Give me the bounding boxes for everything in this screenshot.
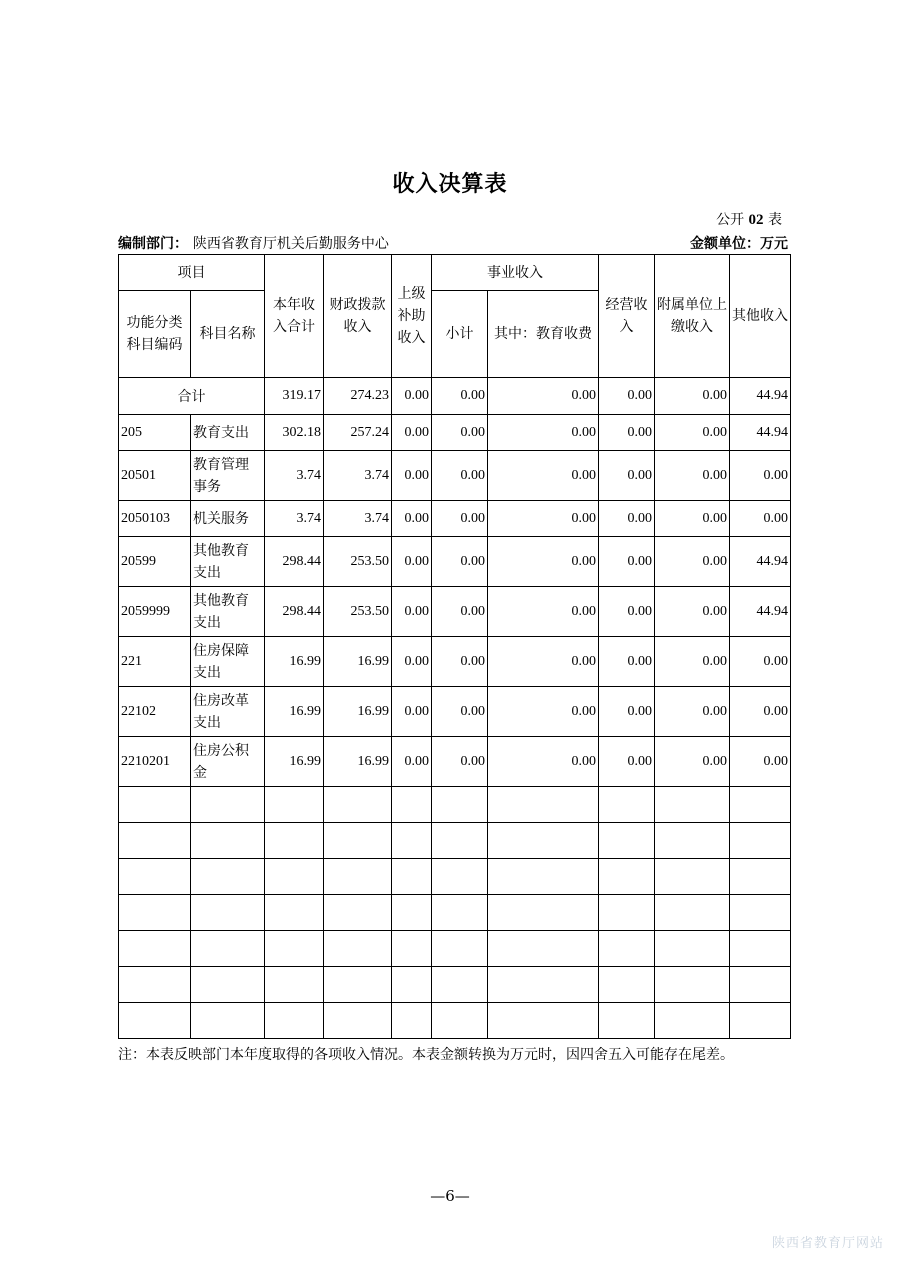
empty-cell — [488, 823, 599, 859]
row-value: 16.99 — [265, 687, 324, 737]
row-value: 0.00 — [655, 637, 730, 687]
row-value: 0.00 — [488, 501, 599, 537]
row-value: 0.00 — [488, 637, 599, 687]
row-code: 2059999 — [119, 587, 191, 637]
row-value: 0.00 — [432, 637, 488, 687]
empty-cell — [599, 859, 655, 895]
empty-cell — [432, 967, 488, 1003]
empty-cell — [432, 787, 488, 823]
row-value: 253.50 — [324, 587, 392, 637]
empty-cell — [488, 787, 599, 823]
empty-cell — [599, 1003, 655, 1039]
row-code: 20599 — [119, 537, 191, 587]
empty-cell — [599, 967, 655, 1003]
amount-unit: 金额单位：万元 — [690, 236, 788, 252]
row-value: 0.00 — [730, 501, 791, 537]
income-table — [118, 254, 791, 1039]
row-value: 44.94 — [730, 587, 791, 637]
empty-cell — [265, 931, 324, 967]
row-value: 0.00 — [599, 687, 655, 737]
site-watermark: 陕西省教育厅网站 — [771, 1236, 884, 1251]
header-affiliated: 附属单位上缴收入 — [655, 255, 730, 378]
empty-cell — [488, 967, 599, 1003]
row-name: 其他教育支出 — [191, 587, 265, 637]
empty-cell — [119, 787, 191, 823]
row-code: 22102 — [119, 687, 191, 737]
row-value: 0.00 — [432, 587, 488, 637]
empty-cell — [392, 1003, 432, 1039]
empty-cell — [599, 787, 655, 823]
empty-cell — [655, 967, 730, 1003]
row-value: 0.00 — [599, 451, 655, 501]
row-value: 0.00 — [432, 501, 488, 537]
row-value: 298.44 — [265, 537, 324, 587]
empty-cell — [599, 931, 655, 967]
empty-cell — [265, 967, 324, 1003]
row-name: 教育管理事务 — [191, 451, 265, 501]
empty-cell — [191, 859, 265, 895]
empty-cell — [599, 895, 655, 931]
empty-cell — [191, 895, 265, 931]
empty-row — [119, 823, 791, 859]
total-cell: 0.00 — [599, 378, 655, 415]
table-body — [119, 378, 791, 1039]
row-value: 0.00 — [392, 415, 432, 451]
header-project: 项目 — [119, 255, 265, 291]
department — [118, 233, 389, 253]
empty-cell — [265, 787, 324, 823]
row-value: 16.99 — [324, 687, 392, 737]
empty-cell — [655, 859, 730, 895]
empty-cell — [324, 1003, 392, 1039]
empty-cell — [119, 931, 191, 967]
empty-cell — [191, 1003, 265, 1039]
empty-cell — [655, 931, 730, 967]
row-value: 0.00 — [730, 637, 791, 687]
row-value: 253.50 — [324, 537, 392, 587]
row-value: 0.00 — [599, 637, 655, 687]
row-value: 0.00 — [392, 637, 432, 687]
empty-cell — [191, 823, 265, 859]
row-value: 16.99 — [265, 637, 324, 687]
row-code: 2050103 — [119, 501, 191, 537]
total-cell: 319.17 — [265, 378, 324, 415]
row-value: 0.00 — [655, 501, 730, 537]
empty-cell — [488, 895, 599, 931]
row-value: 0.00 — [392, 451, 432, 501]
row-value: 3.74 — [265, 501, 324, 537]
header-other: 其他收入 — [730, 255, 791, 378]
empty-row — [119, 895, 791, 931]
table-row — [119, 537, 791, 587]
empty-cell — [392, 787, 432, 823]
header-code: 功能分类科目编码 — [119, 291, 191, 378]
header-name: 科目名称 — [191, 291, 265, 378]
empty-cell — [599, 823, 655, 859]
empty-cell — [324, 823, 392, 859]
row-name: 住房保障支出 — [191, 637, 265, 687]
row-value: 44.94 — [730, 537, 791, 587]
row-value: 0.00 — [432, 415, 488, 451]
form-number-value: 02 — [748, 212, 764, 228]
empty-cell — [392, 895, 432, 931]
row-value: 0.00 — [432, 451, 488, 501]
row-value: 44.94 — [730, 415, 791, 451]
row-value: 0.00 — [488, 415, 599, 451]
empty-cell — [392, 967, 432, 1003]
row-value: 0.00 — [655, 587, 730, 637]
table-row — [119, 687, 791, 737]
empty-cell — [324, 787, 392, 823]
table-row — [119, 637, 791, 687]
row-value: 0.00 — [432, 537, 488, 587]
header-subtotal: 小计 — [432, 291, 488, 378]
row-value: 3.74 — [324, 451, 392, 501]
row-value: 0.00 — [432, 687, 488, 737]
row-value: 16.99 — [324, 737, 392, 787]
empty-cell — [119, 1003, 191, 1039]
empty-row — [119, 787, 791, 823]
row-value: 0.00 — [655, 737, 730, 787]
empty-cell — [324, 931, 392, 967]
row-code: 20501 — [119, 451, 191, 501]
empty-cell — [191, 787, 265, 823]
empty-row — [119, 931, 791, 967]
row-value: 0.00 — [730, 451, 791, 501]
row-value: 0.00 — [488, 687, 599, 737]
row-value: 0.00 — [432, 737, 488, 787]
empty-cell — [730, 823, 791, 859]
total-row — [119, 378, 791, 415]
empty-row — [119, 1003, 791, 1039]
row-value: 3.74 — [265, 451, 324, 501]
total-cell: 0.00 — [488, 378, 599, 415]
row-value: 298.44 — [265, 587, 324, 637]
empty-cell — [655, 787, 730, 823]
empty-row — [119, 967, 791, 1003]
empty-cell — [730, 967, 791, 1003]
empty-cell — [655, 1003, 730, 1039]
empty-cell — [324, 895, 392, 931]
form-number-suffix: 表 — [768, 212, 782, 228]
empty-cell — [265, 823, 324, 859]
empty-cell — [488, 931, 599, 967]
row-value: 16.99 — [324, 637, 392, 687]
empty-cell — [324, 967, 392, 1003]
empty-cell — [730, 859, 791, 895]
row-value: 0.00 — [655, 537, 730, 587]
empty-cell — [488, 1003, 599, 1039]
empty-cell — [392, 931, 432, 967]
empty-cell — [392, 823, 432, 859]
empty-cell — [265, 895, 324, 931]
row-value: 0.00 — [730, 737, 791, 787]
empty-cell — [730, 787, 791, 823]
row-value: 0.00 — [392, 737, 432, 787]
empty-cell — [119, 895, 191, 931]
form-number-prefix: 公开 — [716, 212, 745, 228]
table-row — [119, 587, 791, 637]
row-value: 0.00 — [599, 737, 655, 787]
total-cell: 44.94 — [730, 378, 791, 415]
empty-cell — [119, 967, 191, 1003]
row-value: 0.00 — [488, 587, 599, 637]
row-value: 16.99 — [265, 737, 324, 787]
total-cell: 0.00 — [392, 378, 432, 415]
empty-cell — [324, 859, 392, 895]
total-cell: 0.00 — [432, 378, 488, 415]
row-code: 205 — [119, 415, 191, 451]
header-operating: 经营收入 — [599, 255, 655, 378]
table-row — [119, 501, 791, 537]
row-code: 2210201 — [119, 737, 191, 787]
page-number: —6— — [430, 1187, 470, 1205]
row-value: 0.00 — [655, 451, 730, 501]
empty-row — [119, 859, 791, 895]
empty-cell — [119, 823, 191, 859]
empty-cell — [730, 895, 791, 931]
table-row — [119, 415, 791, 451]
row-value: 0.00 — [599, 501, 655, 537]
table-row — [119, 737, 791, 787]
empty-cell — [730, 931, 791, 967]
empty-cell — [432, 823, 488, 859]
row-value: 0.00 — [488, 737, 599, 787]
empty-cell — [432, 859, 488, 895]
row-value: 302.18 — [265, 415, 324, 451]
table-row — [119, 451, 791, 501]
form-number — [716, 209, 782, 229]
total-cell: 0.00 — [655, 378, 730, 415]
row-value: 0.00 — [392, 587, 432, 637]
empty-cell — [119, 859, 191, 895]
empty-cell — [392, 859, 432, 895]
row-value: 0.00 — [655, 687, 730, 737]
empty-cell — [730, 1003, 791, 1039]
row-value: 0.00 — [488, 451, 599, 501]
row-value: 3.74 — [324, 501, 392, 537]
row-value: 0.00 — [655, 415, 730, 451]
department-value: 陕西省教育厅机关后勤服务中心 — [192, 236, 389, 252]
page-title: 收入决算表 — [392, 172, 508, 197]
row-value: 0.00 — [599, 537, 655, 587]
row-value: 0.00 — [488, 537, 599, 587]
empty-cell — [265, 859, 324, 895]
empty-cell — [655, 823, 730, 859]
row-value: 0.00 — [730, 687, 791, 737]
empty-cell — [655, 895, 730, 931]
header-upper: 上级补助收入 — [392, 255, 432, 378]
header-total: 本年收入合计 — [265, 255, 324, 378]
header-edu-fee: 其中：教育收费 — [488, 291, 599, 378]
row-name: 教育支出 — [191, 415, 265, 451]
empty-cell — [432, 1003, 488, 1039]
empty-cell — [432, 931, 488, 967]
empty-cell — [432, 895, 488, 931]
department-label: 编制部门： — [118, 236, 188, 252]
header-fiscal: 财政拨款收入 — [324, 255, 392, 378]
header-business: 事业收入 — [432, 255, 599, 291]
empty-cell — [488, 859, 599, 895]
empty-cell — [265, 1003, 324, 1039]
row-name: 其他教育支出 — [191, 537, 265, 587]
row-name: 住房公积金 — [191, 737, 265, 787]
row-value: 0.00 — [599, 587, 655, 637]
empty-cell — [191, 931, 265, 967]
row-value: 257.24 — [324, 415, 392, 451]
footnote: 注：本表反映部门本年度取得的各项收入情况。本表金额转换为万元时，因四舍五入可能存在尾差。 — [118, 1047, 734, 1063]
row-value: 0.00 — [392, 687, 432, 737]
row-code: 221 — [119, 637, 191, 687]
total-label: 合计 — [119, 378, 265, 415]
row-value: 0.00 — [392, 537, 432, 587]
row-name: 机关服务 — [191, 501, 265, 537]
row-name: 住房改革支出 — [191, 687, 265, 737]
row-value: 0.00 — [599, 415, 655, 451]
empty-cell — [191, 967, 265, 1003]
total-cell: 274.23 — [324, 378, 392, 415]
row-value: 0.00 — [392, 501, 432, 537]
